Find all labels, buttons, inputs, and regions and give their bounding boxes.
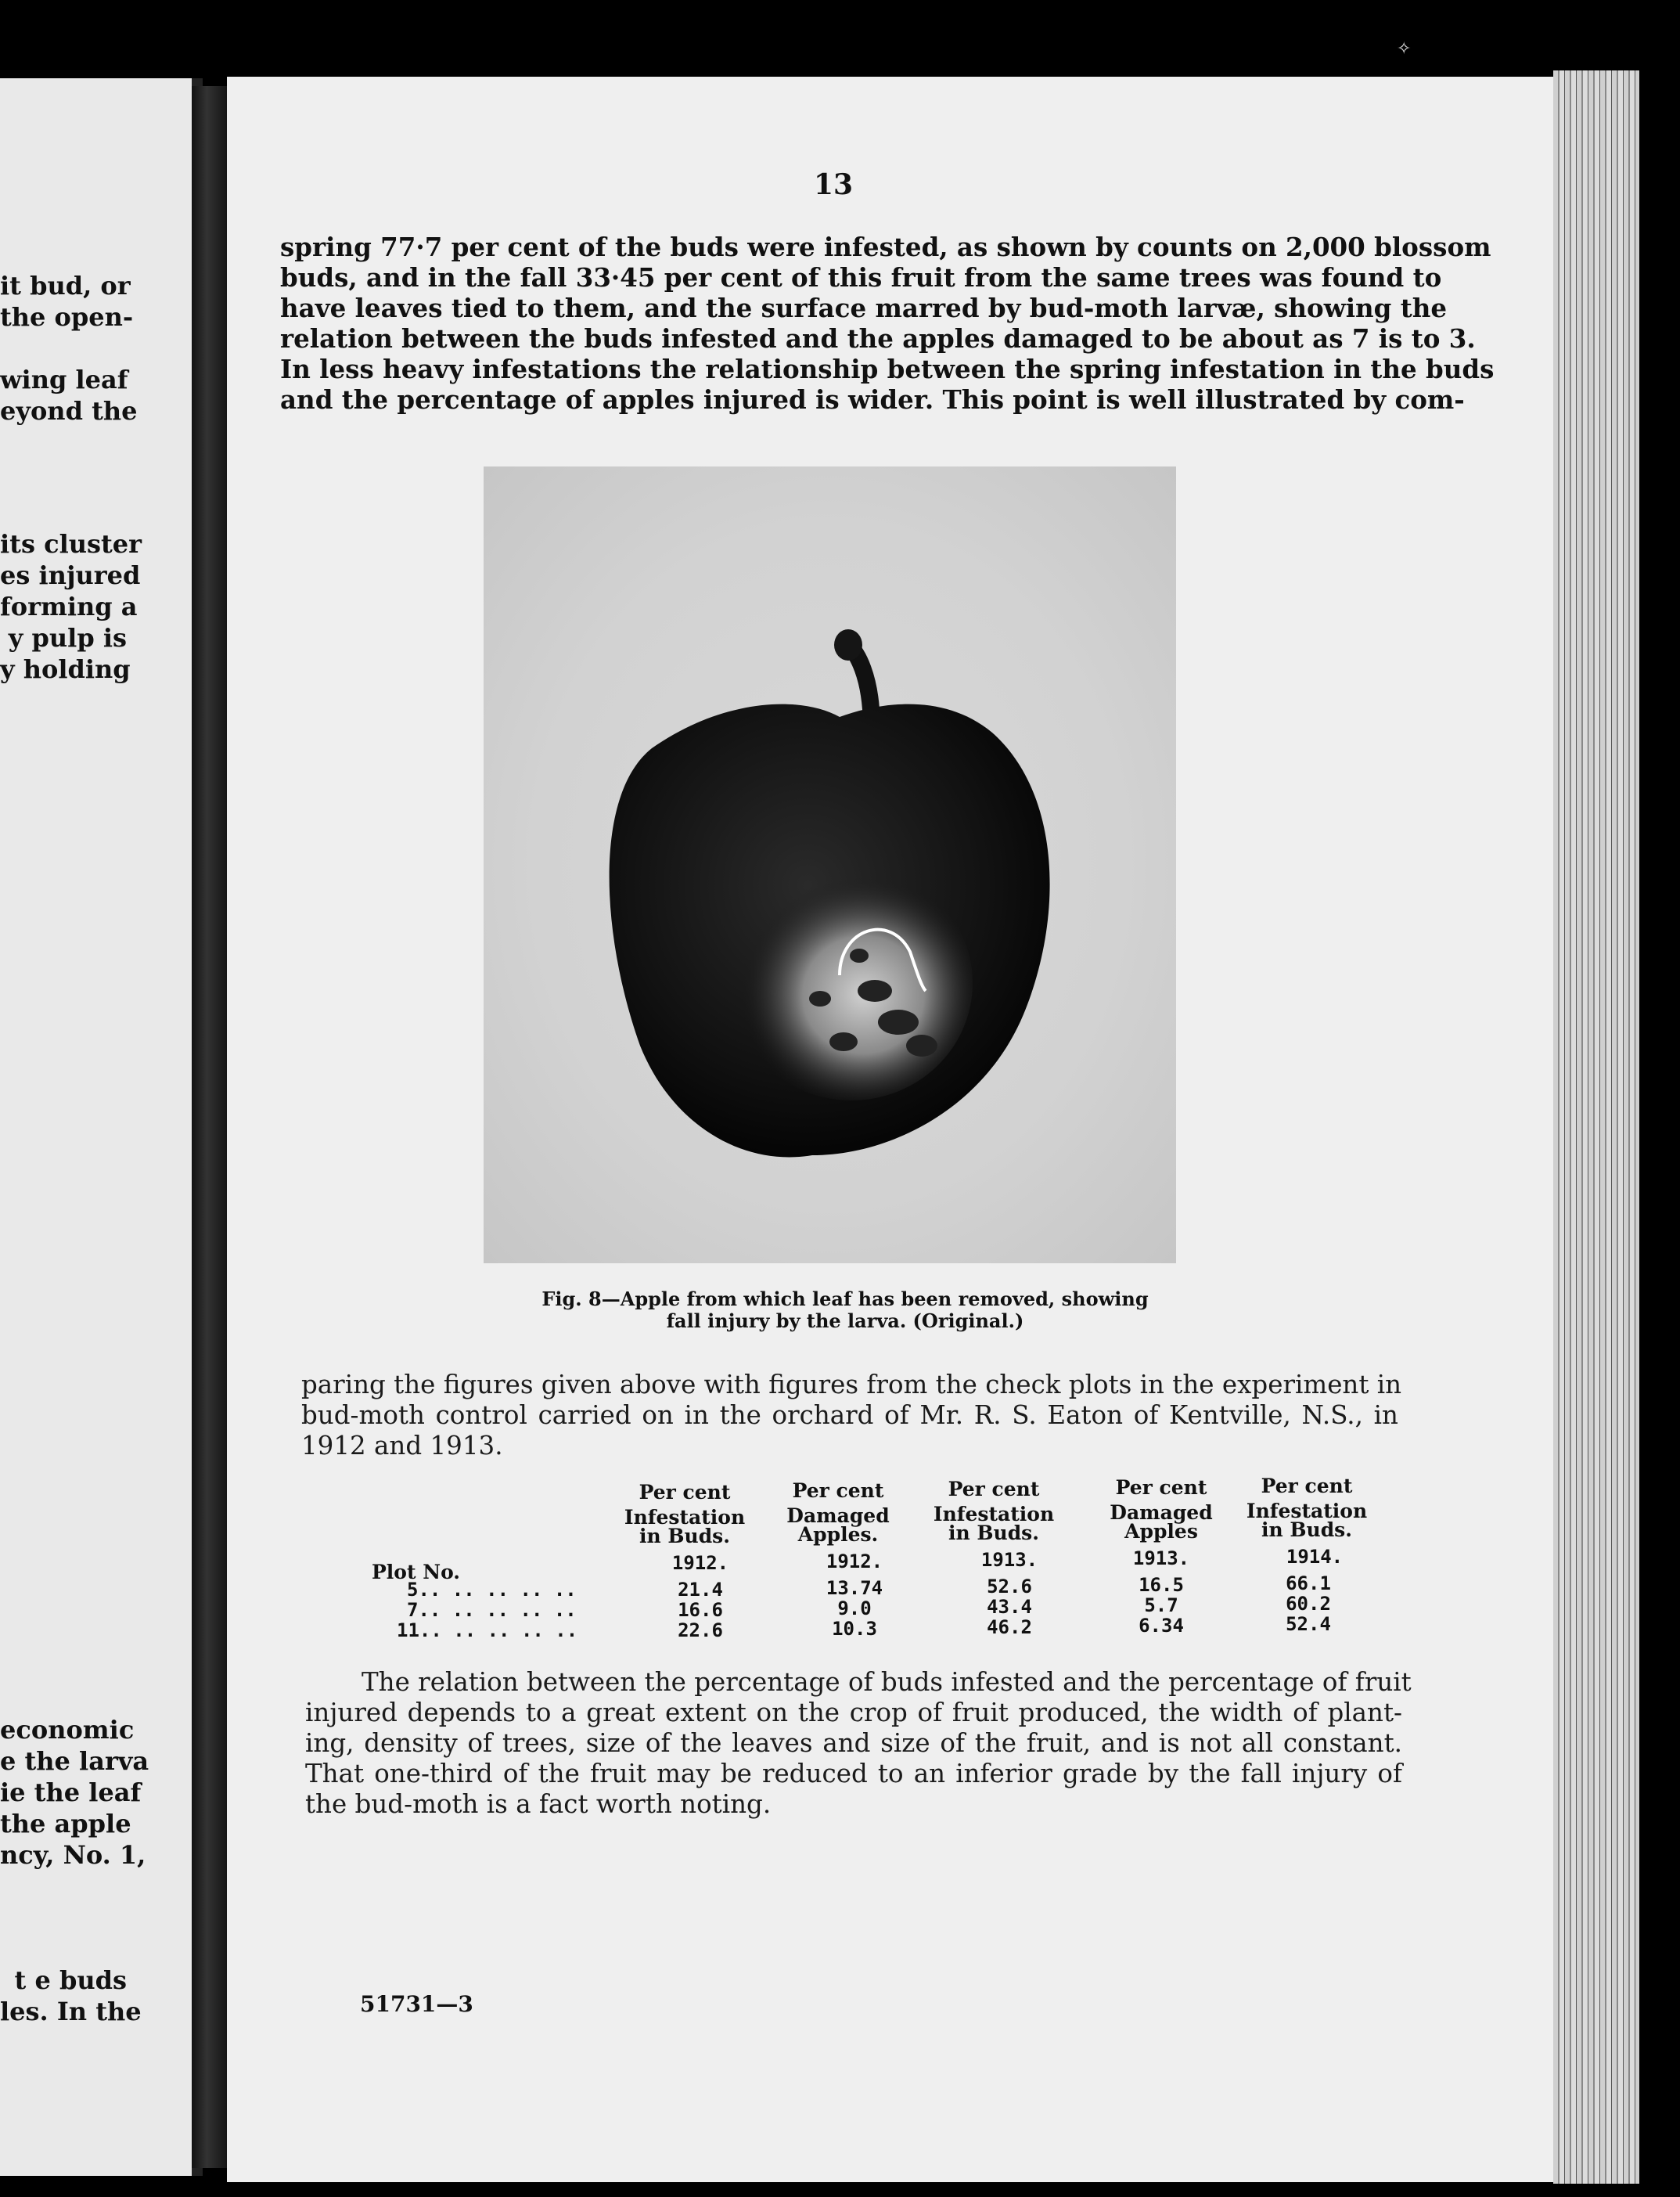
- year-cell: 1912.: [826, 1551, 883, 1572]
- text-line: the bud-moth is a fact worth noting.: [305, 1789, 772, 1819]
- table-cell: 5.7: [1144, 1594, 1178, 1616]
- left-page-fragment: y holding: [0, 654, 131, 684]
- caption-line: Fig. 8—Apple from which leaf has been removed, showing: [541, 1288, 1149, 1310]
- text-line: paring the figures given above with figures from the check plots in the experiment in: [301, 1370, 1402, 1399]
- year-cell: 1913.: [1132, 1547, 1190, 1569]
- year-cell: 1912.: [671, 1552, 729, 1574]
- left-page-fragment: es injured: [0, 560, 141, 590]
- table-cell: 52.4: [1286, 1613, 1331, 1635]
- left-page-fragment: e the larva: [0, 1746, 149, 1776]
- text-line: buds, and in the fall 33·45 per cent of this fruit from the same trees was found to: [280, 262, 1442, 293]
- table-cell: 22.6: [678, 1619, 723, 1641]
- table-cell: 46.2: [987, 1616, 1032, 1638]
- left-page-fragment: y pulp is: [8, 623, 127, 653]
- text-line: relation between the buds infested and the apples damaged to be about as 7 is to 3.: [280, 323, 1476, 354]
- table-cell: 6.34: [1139, 1615, 1184, 1637]
- left-page-fragment: ncy, No. 1,: [0, 1840, 146, 1870]
- table-cell: 21.4: [678, 1579, 723, 1601]
- left-page-fragment: wing leaf: [0, 365, 128, 394]
- page-number: 13: [814, 168, 854, 201]
- table-row-plot: 5.. .. .. .. ..: [407, 1579, 577, 1601]
- text-line: ing, density of trees, size of the leaves and size of the fruit, and is not all constant.: [305, 1728, 1402, 1758]
- table-cell: 52.6: [987, 1576, 1032, 1597]
- left-page-fragment: forming a: [0, 592, 138, 621]
- apple-figure: [484, 466, 1176, 1263]
- left-page-fragment: the open-: [0, 302, 134, 332]
- table-cell: 13.74: [826, 1577, 883, 1599]
- text-line: bud-moth control carried on in the orchard of Mr. R. S. Eaton of Kentville, N.S., in: [301, 1400, 1398, 1430]
- speck-mark: ✧: [1397, 39, 1412, 59]
- apple-photo: [484, 466, 1176, 1263]
- caption-line: fall injury by the larva. (Original.): [666, 1309, 1024, 1332]
- column-header: Per cent Damaged Apples.: [786, 1479, 890, 1546]
- left-page-fragment: ie the leaf: [0, 1777, 142, 1807]
- text-line: In less heavy infestations the relationship between the spring infestation in the buds: [280, 354, 1495, 384]
- text-line: injured depends to a great extent on the crop of fruit produced, the width of plant-: [305, 1698, 1402, 1727]
- left-page-fragment: the apple: [0, 1809, 131, 1839]
- text-line: have leaves tied to them, and the surface marred by bud-moth larvæ, showing the: [280, 293, 1448, 323]
- year-cell: 1914.: [1286, 1546, 1344, 1568]
- column-header: Per cent Infestation in Buds.: [1246, 1475, 1368, 1541]
- paragraph-2: [301, 1370, 1402, 1461]
- table-cell: 16.6: [678, 1599, 723, 1621]
- paragraph-3: [305, 1667, 1412, 1820]
- left-page-fragment: les. In the: [0, 1997, 142, 2026]
- left-page-fragment: it bud, or: [0, 271, 131, 301]
- text-line: 1912 and 1913.: [301, 1431, 503, 1460]
- column-header: Per cent Damaged Apples: [1110, 1476, 1213, 1543]
- left-page-fragment: eyond the: [0, 396, 138, 426]
- table-cell: 16.5: [1139, 1574, 1184, 1596]
- figure-caption: [520, 1288, 1170, 1332]
- text-line: spring 77·7 per cent of the buds were infested, as shown by counts on 2,000 blossom: [280, 232, 1491, 262]
- left-page-fragment: t e buds: [14, 1965, 127, 1995]
- year-cell: 1913.: [980, 1549, 1038, 1571]
- column-header: Per cent Infestation in Buds.: [933, 1478, 1055, 1544]
- plot-label: Plot No.: [372, 1561, 461, 1583]
- text-line: That one-third of the fruit may be reduced to an inferior grade by the fall injury of: [305, 1759, 1402, 1788]
- table-row-plot: 7.. .. .. .. ..: [407, 1599, 577, 1621]
- table-cell: 60.2: [1286, 1593, 1331, 1615]
- text-line: and the percentage of apples injured is wider. This point is well illustrated by com-: [280, 384, 1465, 415]
- text-line: The relation between the percentage of buds infested and the percentage of fruit: [362, 1667, 1412, 1697]
- book-gutter: [192, 86, 229, 2168]
- column-header: Per cent Infestation in Buds.: [624, 1481, 746, 1547]
- table-cell: 43.4: [987, 1596, 1032, 1618]
- left-facing-page: [0, 78, 203, 2176]
- paragraph-1: [280, 232, 1495, 415]
- table-cell: 10.3: [832, 1618, 877, 1640]
- table-cell: 9.0: [837, 1597, 872, 1619]
- page-edges: [1553, 70, 1639, 2184]
- table-cell: 66.1: [1286, 1572, 1331, 1594]
- table-row-plot: 11.. .. .. .. ..: [397, 1619, 578, 1641]
- left-page-fragment: its cluster: [0, 529, 142, 559]
- footer-code: 51731—3: [360, 1991, 473, 2017]
- left-page-fragment: economic: [0, 1715, 135, 1745]
